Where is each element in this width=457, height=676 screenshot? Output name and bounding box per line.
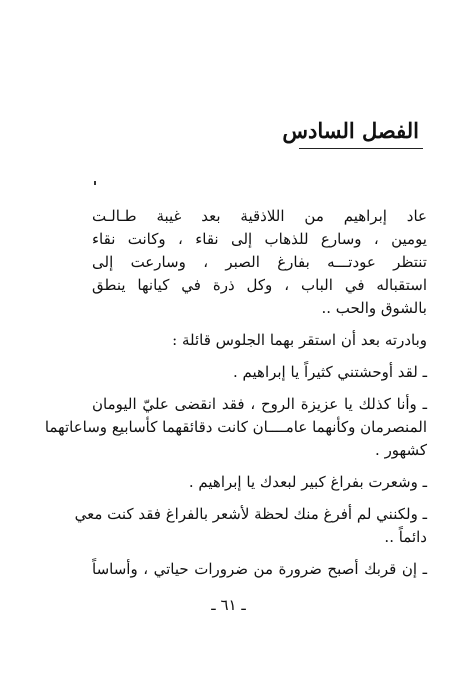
body-text (44, 205, 427, 581)
chapter-title: الفصل السادس (282, 118, 419, 143)
text-line: يومين ، وسارع للذهاب إلى نقاء ، وكانت نقاء (92, 230, 427, 248)
paragraph-greeting (92, 329, 427, 352)
dialogue-line (44, 393, 427, 462)
text-line: ـ لقد أوحشتني كثيراً يا إبراهيم . (232, 363, 427, 381)
text-line: دائماً .. (384, 528, 427, 546)
title-underline (299, 148, 423, 149)
text-line: ـ إن قربك أصبح ضرورة من ضرورات حياتي ، وأساساً (92, 560, 427, 578)
text-line: ـ ولكنني لم أفرغ منك لحظة لأشعر بالفراغ فقد كنت معي (74, 505, 427, 523)
dialogue-line (92, 558, 427, 581)
dialogue-line (74, 503, 427, 549)
page-number: ـ ٦١ ـ (211, 596, 246, 614)
text-line: وبادرته بعد أن استقر بهما الجلوس قائلة : (172, 331, 427, 349)
text-line: المنصرمان وكأنهما عامــــان كانت دقائقهما كأسابيع وساعاتهما (44, 418, 427, 436)
dialogue-line (92, 361, 427, 384)
text-line: استقباله في الباب ، وكل ذرة في كيانها ينطق (92, 276, 427, 294)
text-line: كشهور . (375, 441, 427, 459)
text-line: ـ وشعرت بفراغ كبير لبعدك يا إبراهيم . (188, 473, 427, 491)
text-line: تنتظر عودتـــه بفارغ الصبر ، وسارعت إلى (92, 253, 427, 271)
print-speck (94, 181, 96, 185)
paragraph-return (92, 205, 427, 320)
text-line: بالشوق والحب .. (321, 299, 427, 317)
text-line: ـ وأنا كذلك يا عزيزة الروح ، فقد انقضى عليّ اليومان (92, 395, 427, 413)
text-line: عاد إبراهيم من اللاذقية بعد غيبة طـالـت (92, 207, 427, 225)
dialogue-line (92, 471, 427, 494)
